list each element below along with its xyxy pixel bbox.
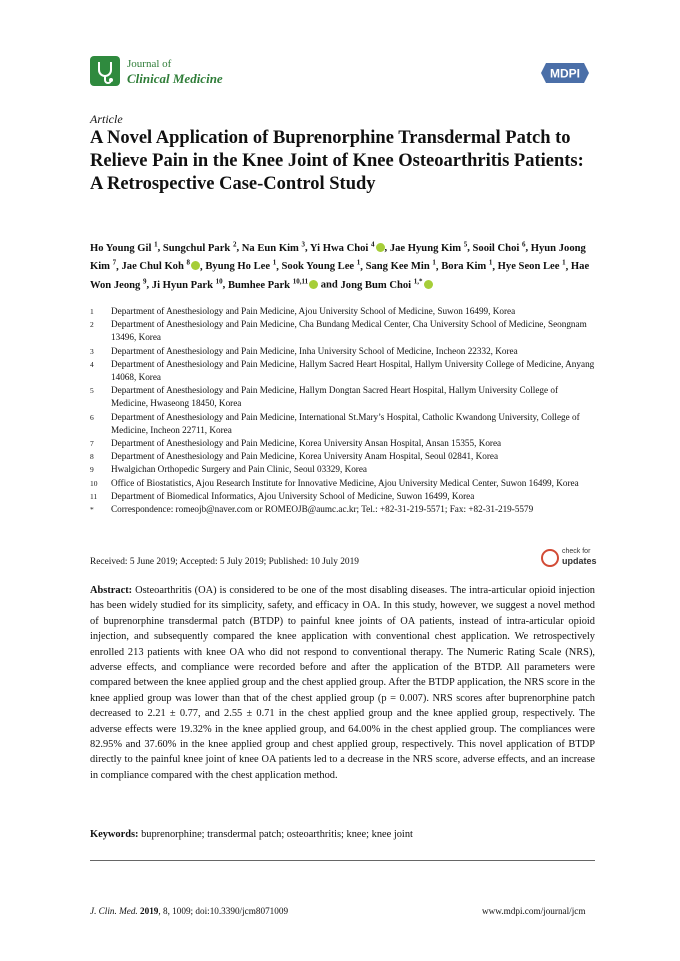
journal-name: Clinical Medicine — [127, 71, 223, 86]
citation-footer — [90, 906, 288, 916]
author-name[interactable]: Bora Kim $^1$ — [441, 258, 493, 273]
author-name[interactable]: Bumhee Park $^{10,11}$ — [228, 280, 318, 291]
affiliation-number: 4 — [90, 359, 94, 369]
author-affiliation-ref: 1 — [488, 258, 493, 267]
mdpi-logo-text: MDPI — [550, 66, 580, 81]
affiliation-item — [90, 450, 595, 463]
author-affiliation-ref: 9 — [142, 277, 147, 286]
author-affiliation-ref: 1 — [562, 258, 566, 267]
affiliation-text: Department of Biomedical Informatics, Ajou University School of Medicine, Suwon 16499, Korea — [111, 490, 475, 501]
author-affiliation-ref: 3 — [301, 240, 305, 248]
author-name[interactable]: Hae Won Jeong $^9$ — [90, 261, 590, 291]
author-affiliation-ref: 1 — [154, 240, 158, 248]
author-list: Ho Young Gil $^1$, Sungchul Park $^2$, Na Eun Kim $^3$, Yi Hwa Choi $^4$ , Jae Hyung Kim $^5$, Sooil Choi $^6$, Hyun Joong Kim $^7$, Jae Chul Koh $^8$ , Byung Ho Lee $^1$, Sook Young Lee $^1$, Sang Kee Min $^1$, Bora Kim $^1$, Hye Seon Lee $^1$, Hae Won Jeong $^9$, Ji Hyun Park $^{10}$, Bumhee Park $^{10,11}$ and Jong Bum Choi $^{1,*}$ — [90, 240, 590, 291]
affiliation-item — [90, 345, 595, 358]
affiliation-text: Department of Anesthesiology and Pain Medicine, Hallym Sacred Heart Hospital, Hallym University College of Medicine, Anyang 14068, Korea — [111, 358, 595, 383]
keywords-label: Keywords: — [90, 829, 139, 840]
author-name[interactable]: Jae Hyung Kim $^5$ — [389, 240, 468, 254]
abstract-text: Osteoarthritis (OA) is considered to be one of the most disabling diseases. The intra-articular opioid injection has been widely studied for its simplicity, safety, and efficacy in OA. In this study, however, we suggest a novel method of buprenorphine transdermal patch (BTDP) to painful knee joints of OA patients, instead of intra-articular opioid injection, and subsequently compared the knee application with conventional chest application. We retrospectively enrolled 213 patients with knee OA who did not respond to conventional therapy. The Numeric Rating Scale (NRS), adverse effects, and compliance were recorded before and after the application of the BTDP. All parameters were compared between the knee applied group and the chest applied group. After the BTDP application, the NRS score in the knee applied group was lower than that of the chest applied group (p = 0.007). NRS scores after buprenorphine patch decreased to 2.21 ± 0.77, and 2.55 ± 0.71 in the chest applied group and the knee applied group, respectively. The adverse effects were 19.32% in the knee applied group, and 64.00% in the chest applied group. The compliances were 82.95% and 37.60% in the knee applied group and chest applied group, respectively. This novel application of BTDP directly to the painful knee joint of knee OA patients led to a decrease in the NRS score, adverse effects, and an increase in compliance compared with the chest application method. — [90, 585, 595, 781]
affiliation-text: Department of Anesthesiology and Pain Medicine, Inha University School of Medicine, Incheon 22332, Korea — [111, 345, 518, 356]
affiliation-item — [90, 503, 595, 516]
affiliation-number: 8 — [90, 452, 94, 462]
abstract — [90, 583, 595, 783]
author-name[interactable]: Ji Hyun Park $^{10}$ — [151, 277, 223, 291]
affiliation-text: Correspondence: romeojb@naver.com or ROMEOJB@aumc.ac.kr; Tel.: +82-31-219-5571; Fax: +82-31-219-5579 — [111, 504, 534, 515]
affiliation-item — [90, 437, 595, 450]
check-updates-icon[interactable] — [541, 549, 559, 567]
author-name[interactable]: Yi Hwa Choi $^4$ — [310, 243, 385, 254]
affiliation-item — [90, 305, 595, 318]
author-affiliation-ref: 10,11 — [292, 277, 309, 286]
affiliation-item — [90, 318, 595, 344]
affiliation-number: 6 — [90, 412, 94, 422]
affiliation-text: Department of Anesthesiology and Pain Medicine, International St.Mary’s Hospital, Catholic Kwandong University, College of Medicine, Incheon 22711, Korea — [111, 411, 580, 435]
affiliation-item — [90, 411, 595, 437]
affiliation-number: 9 — [90, 465, 94, 475]
abstract-label: Abstract: — [90, 585, 133, 596]
citation-year: 2019 — [140, 906, 159, 916]
journal-abbr: J. Clin. Med. — [90, 906, 138, 916]
author-name[interactable]: Sooil Choi $^6$ — [472, 240, 526, 254]
author-affiliation-ref: 8 — [186, 258, 191, 267]
author-affiliation-ref: 5 — [463, 240, 468, 248]
stethoscope-icon — [90, 56, 120, 86]
author-affiliation-ref: 10 — [215, 277, 223, 286]
author-name[interactable]: Sook Young Lee $^1$ — [281, 258, 361, 273]
author-name[interactable]: Hye Seon Lee $^1$ — [497, 258, 566, 273]
affiliation-text: Department of Anesthesiology and Pain Medicine, Hallym Dongtan Sacred Heart Hospital, Hallym University College of Medicine, Hwaseong 18450, Korea — [111, 385, 559, 409]
publication-dates: Received: 5 June 2019; Accepted: 5 July 2019; Published: 10 July 2019 — [90, 557, 359, 567]
author-name[interactable]: Jae Chul Koh $^8$ — [121, 261, 200, 272]
affiliation-item — [90, 384, 595, 410]
check-updates-line2[interactable]: updates — [562, 556, 597, 566]
affiliation-number: 5 — [90, 386, 94, 396]
affiliation-text: Department of Anesthesiology and Pain Medicine, Ajou University School of Medicine, Suwon 16499, Korea — [111, 306, 516, 316]
check-updates-line1[interactable]: check for — [562, 548, 591, 555]
affiliation-text: Department of Anesthesiology and Pain Medicine, Korea University Anam Hospital, Seoul 02841, Korea — [111, 451, 499, 462]
affiliation-item — [90, 463, 595, 476]
author-name[interactable]: Byung Ho Lee $^1$ — [205, 258, 277, 273]
author-name[interactable]: Jong Bum Choi $^{1,*}$ — [340, 280, 432, 291]
affiliation-number: 10 — [90, 478, 98, 488]
affiliation-number: 2 — [90, 320, 94, 330]
author-name[interactable]: Ho Young Gil $^1$ — [90, 240, 158, 254]
author-and: and — [320, 279, 341, 291]
affiliation-number: 11 — [90, 491, 98, 501]
keywords — [90, 829, 595, 840]
mdpi-logo[interactable] — [540, 62, 590, 84]
affiliation-text: Department of Anesthesiology and Pain Medicine, Korea University Ansan Hospital, Ansan 15355, Korea — [111, 438, 502, 449]
article-type: Article — [90, 112, 123, 126]
author-affiliation-ref: 4 — [371, 240, 375, 248]
divider — [90, 860, 595, 861]
author-affiliation-ref: 2 — [232, 240, 237, 248]
journal-url[interactable]: www.mdpi.com/journal/jcm — [482, 906, 586, 916]
keywords-text: buprenorphine; transdermal patch; osteoarthritis; knee; knee joint — [141, 829, 413, 840]
author-name[interactable]: Sungchul Park $^2$ — [162, 240, 237, 254]
affiliation-number: 7 — [90, 439, 94, 449]
affiliation-item — [90, 477, 595, 490]
author-affiliation-ref: 6 — [521, 240, 526, 248]
citation-rest: , 8, 1009; doi:10.3390/jcm8071009 — [158, 906, 289, 916]
journal-logo — [90, 56, 120, 86]
orcid-icon[interactable] — [376, 243, 385, 252]
author-affiliation-ref: 7 — [112, 258, 117, 267]
author-affiliation-ref: 1 — [356, 258, 361, 267]
author-affiliation-ref: 1,* — [413, 277, 423, 286]
affiliation-text: Office of Biostatistics, Ajou Research Institute for Innovative Medicine, Ajou University Medical Center, Suwon 16499, Korea — [111, 477, 579, 488]
affiliation-text: Hwalgichan Orthopedic Surgery and Pain Clinic, Seoul 03329, Korea — [111, 464, 368, 475]
affiliation-number: * — [90, 505, 94, 515]
affiliation-text: Department of Anesthesiology and Pain Medicine, Cha Bundang Medical Center, Cha University School of Medicine, Seongnam 13496, Korea — [111, 319, 587, 343]
affiliation-item — [90, 358, 595, 384]
affiliation-list — [90, 305, 595, 516]
affiliation-number: 3 — [90, 346, 94, 356]
author-affiliation-ref: 1 — [432, 258, 436, 267]
author-name[interactable]: Sang Kee Min $^1$ — [365, 258, 436, 273]
orcid-icon[interactable] — [191, 261, 200, 270]
journal-top-label: Journal of — [127, 58, 172, 70]
author-name[interactable]: Hyun Joong Kim $^7$ — [90, 242, 586, 273]
affiliation-number: 1 — [90, 307, 94, 316]
author-name[interactable]: Na Eun Kim $^3$ — [241, 240, 305, 254]
author-affiliation-ref: 1 — [272, 258, 277, 267]
orcid-icon[interactable] — [424, 280, 433, 289]
page-title: A Novel Application of Buprenorphine Transdermal Patch to Relieve Pain in the Knee Joint of Knee Osteoarthritis Patients: A Retrospective Case-Control Study — [90, 128, 584, 194]
orcid-icon[interactable] — [309, 280, 318, 289]
affiliation-item — [90, 490, 595, 503]
